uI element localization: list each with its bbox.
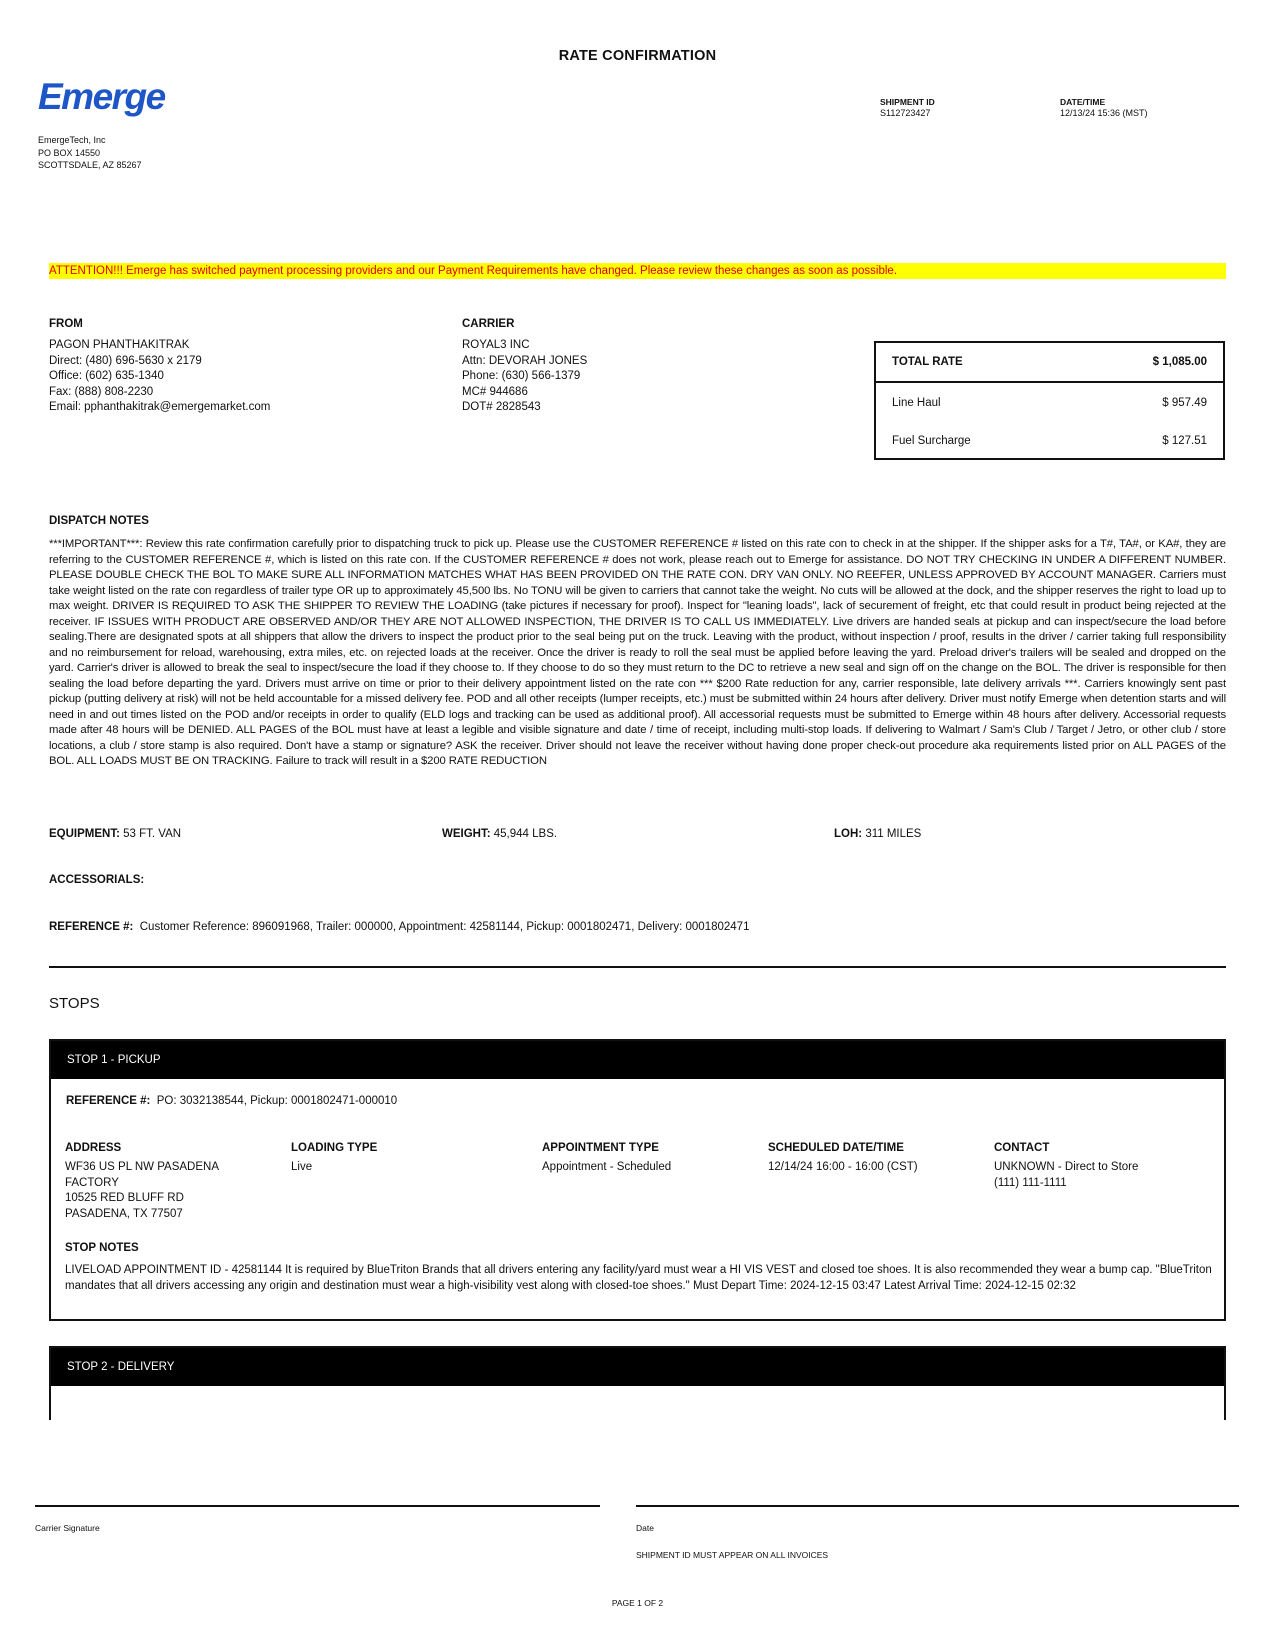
stop-1-reference-value: PO: 3032138544, Pickup: 0001802471-000010	[156, 1095, 398, 1107]
stop-1-body	[51, 1079, 1224, 1321]
section-divider	[49, 966, 1226, 968]
from-section	[49, 318, 270, 416]
stop-1-address-col	[65, 1142, 219, 1222]
company-pobox: PO BOX 14550	[38, 147, 101, 158]
shipment-id-label: SHIPMENT ID	[880, 97, 935, 107]
from-email: Email: pphanthakitrak@emergemarket.com	[49, 401, 271, 413]
datetime-label: DATE/TIME	[1060, 97, 1106, 107]
stop-1-appt-value: Appointment - Scheduled	[542, 1161, 672, 1173]
datetime-block	[1060, 97, 1148, 118]
stop-1-reference-label: REFERENCE #:	[66, 1095, 151, 1107]
company-address	[38, 134, 142, 172]
dispatch-notes-text: ***IMPORTANT***: Review this rate confirmation carefully prior to dispatching truck to pick up. Please use the CUSTOMER REFERENCE # listed on this rate con to check in at the shipper. If the shipper asks for a T#, TA#, or KA#, they are referring to the CUSTOMER REFERENCE #, which is listed on this rate con. If the CUSTOMER REFERENCE # does not work, please reach out to Emerge for assistance. DO NOT TRY CHECKING IN UNDER A DIFFERENT NUMBER. PLEASE DOUBLE CHECK THE BOL TO MAKE SURE ALL INFORMATION MATCHES WHAT HAS BEEN PROVIDED ON THE RATE CON. DRY VAN ONLY. NO REEFER, UNLESS APPROVED BY ACCOUNT MANAGER. Carriers must take weight listed on the rate con regardless of trailer type OR up to approximately 45,500 lbs. No TONU will be given to carriers that cannot take the weight. No cuts will be allowed at the dock, and the shipper reserves the right to load up to max weight. DRIVER IS REQUIRED TO ASK THE SHIPPER TO REVIEW THE LOADING (take pictures if necessary for proof). Inspect for "leaning loads", lack of securement of freight, etc that could result in product being rejected at the receiver. IF ISSUES WITH PRODUCT ARE OBSERVED AND/OR THEY ARE NOT ALLOWED INSPECTION, THE DRIVER IS TO CALL US IMMEDIATELY. Live drivers are handed seals at pickup and can inspect/secure the load before sealing.There are designated spots at all shippers that allow the drivers to inspect the product prior to the seal being put on the truck. Leaving with the product, without inspection / proof, results in the driver / carrier taking full responsibility and no reimbursement for reload, warehousing, extra miles, etc. on rejected loads at the receiver. Once the driver is ready to roll the seal must be applied before leaving the yard. Preload driver's trailers will be sealed and dropped on the yard. Carrier's driver is allowed to break the seal to inspect/secure the load if they choose to. If they choose to do so they must return to the DC to retrieve a new seal and sign off on the change on the BOL. The driver is responsible for then sealing the load before departing the yard. Drivers must arrive on time or prior to their delivery appointment listed on the rate con *** $200 Rate reduction for any, carrier responsible, late delivery arrivals ***. Carriers knowingly sent past pickup (putting delivery at risk) will not be held accountable for a missed delivery fee. POD and all other receipts (lumper receipts, etc.) must be submitted within 24 hours after delivery. Driver must notify Emerge when detention starts and will need in and out times listed on the POD and/or receipts in order to qualify (ELD logs and tracking can be used as additional proof). All accessorial requests must be submitted to Emerge within 48 hours after delivery. Accessorial requests made after 48 hours will be DENIED. ALL PAGES of the BOL must have at least a legible and visible signature and date / time of receipt, including multi-stop loads. If delivering to Walmart / Sam's Club / Target / Jetro, or other club / store locations, a club / store stamp is also required. Don't have a stamp or signature? ASK the receiver. Driver should not leave the receiver without having done proper check-out procedure aka requirements listed prior on ALL PAGES of the BOL. ALL LOADS MUST BE ON TRACKING. Failure to track will result in a $200 RATE REDUCTION	[49, 538, 1226, 767]
stop-1-address-label: ADDRESS	[65, 1142, 122, 1154]
shipment-id-value: S112723427	[880, 108, 931, 118]
datetime-value: 12/13/24 15:36 (MST)	[1060, 108, 1148, 118]
stop-1-contact-name: UNKNOWN - Direct to Store	[994, 1161, 1139, 1173]
stop-1-loading-value: Live	[291, 1161, 313, 1173]
page-title: RATE CONFIRMATION	[558, 48, 717, 64]
from-label: FROM	[49, 318, 83, 330]
stop-1-contact-label: CONTACT	[994, 1142, 1050, 1154]
line-haul-row	[876, 383, 1223, 422]
stop-1-appt-col	[542, 1142, 671, 1176]
date-line[interactable]	[636, 1505, 1239, 1507]
stop-1-address-line-4: PASADENA, TX 77507	[65, 1207, 183, 1220]
carrier-attn: Attn: DEVORAH JONES	[462, 354, 588, 367]
from-direct: Direct: (480) 696-5630 x 2179	[49, 354, 202, 367]
stop-1-notes-label: STOP NOTES	[65, 1242, 139, 1254]
company-name: EmergeTech, Inc	[38, 135, 106, 145]
total-rate-value: $ 1,085.00	[1152, 356, 1207, 368]
equipment-value: 53 FT. VAN	[123, 828, 182, 840]
company-city: SCOTTSDALE, AZ 85267	[38, 160, 142, 170]
carrier-phone: Phone: (630) 566-1379	[462, 370, 581, 382]
dispatch-notes-label: DISPATCH NOTES	[49, 515, 149, 527]
total-rate-label: TOTAL RATE	[892, 356, 963, 368]
stop-2-card	[49, 1346, 1226, 1420]
weight-value: 45,944 LBS.	[493, 828, 558, 840]
fuel-surcharge-label: Fuel Surcharge	[892, 435, 971, 447]
stops-title: STOPS	[49, 995, 100, 1012]
stop-1-header: STOP 1 - PICKUP	[51, 1041, 1224, 1079]
stop-1-address-line-2: FACTORY	[65, 1176, 119, 1189]
equipment-label: EQUIPMENT:	[49, 828, 120, 840]
reference-field	[49, 921, 749, 933]
from-name: PAGON PHANTHAKITRAK	[49, 339, 190, 351]
page-number: PAGE 1 OF 2	[611, 1598, 664, 1608]
stop-1-address-line-3: 10525 RED BLUFF RD	[65, 1192, 184, 1204]
line-haul-label: Line Haul	[892, 396, 941, 409]
carrier-signature-label: Carrier Signature	[35, 1523, 100, 1533]
stop-1-contact-phone: (111) 111-1111	[994, 1176, 1067, 1189]
carrier-name: ROYAL3 INC	[462, 339, 530, 351]
loh-label: LOH:	[834, 828, 863, 840]
total-rate-row	[876, 343, 1223, 383]
weight-field	[442, 828, 557, 840]
stop-1-reference	[66, 1095, 397, 1107]
weight-label: WEIGHT:	[442, 828, 491, 840]
from-office: Office: (602) 635-1340	[49, 370, 164, 382]
reference-value: Customer Reference: 896091968, Trailer: 000000, Appointment: 42581144, Pickup: 0001802471, Delivery: 0001802471	[139, 921, 750, 933]
stop-1-sched-label: SCHEDULED DATE/TIME	[768, 1142, 904, 1154]
carrier-signature-line[interactable]	[35, 1505, 600, 1507]
stop-1-notes-text: LIVELOAD APPOINTMENT ID - 42581144 It is required by BlueTriton Brands that all drivers entering any facility/yard must wear a HI VIS VEST and closed toe shoes. It is also recommended they wear a bump cap. "BlueTriton mandates that all drivers accessing any origin and destination must wear a high-visibility vest along with closed-toe shoes." Must Depart Time: 2024-12-15 03:47 Latest Arrival Time: 2024-12-15 02:32	[65, 1264, 1212, 1292]
date-label: Date	[636, 1523, 654, 1533]
stop-1-sched-value: 12/14/24 16:00 - 16:00 (CST)	[768, 1161, 918, 1173]
accessorials-label: ACCESSORIALS:	[49, 874, 145, 886]
carrier-section	[462, 318, 587, 416]
stop-1-address-line-1: WF36 US PL NW PASADENA	[65, 1161, 220, 1173]
fuel-surcharge-row	[876, 422, 1223, 460]
attention-banner: ATTENTION!!! Emerge has switched payment processing providers and our Payment Requirements have changed. Please review these changes as soon as possible.	[49, 263, 1226, 279]
reference-label: REFERENCE #:	[49, 921, 134, 933]
loh-value: 311 MILES	[865, 828, 922, 840]
carrier-label: CARRIER	[462, 318, 515, 330]
carrier-dot: DOT# 2828543	[462, 401, 541, 413]
company-logo: Emerge	[38, 76, 165, 117]
stop-1-loading-label: LOADING TYPE	[291, 1142, 378, 1154]
stop-1-sched-col	[768, 1142, 918, 1176]
invoice-notice: SHIPMENT ID MUST APPEAR ON ALL INVOICES	[636, 1550, 829, 1560]
stop-1-loading-col	[291, 1142, 377, 1176]
stop-2-header: STOP 2 - DELIVERY	[51, 1348, 1224, 1386]
stop-1-contact-col	[994, 1142, 1138, 1191]
stop-1-details	[65, 1142, 1210, 1232]
from-fax: Fax: (888) 808-2230	[49, 385, 154, 398]
fuel-surcharge-value: $ 127.51	[1162, 435, 1207, 447]
stop-1-appt-label: APPOINTMENT TYPE	[542, 1142, 659, 1154]
shipment-id-block	[880, 97, 935, 118]
line-haul-value: $ 957.49	[1162, 396, 1207, 409]
rate-box	[874, 341, 1225, 460]
carrier-mc: MC# 944686	[462, 385, 528, 398]
stop-1-card	[49, 1039, 1226, 1321]
loh-field	[834, 828, 921, 840]
equipment-field	[49, 828, 181, 840]
